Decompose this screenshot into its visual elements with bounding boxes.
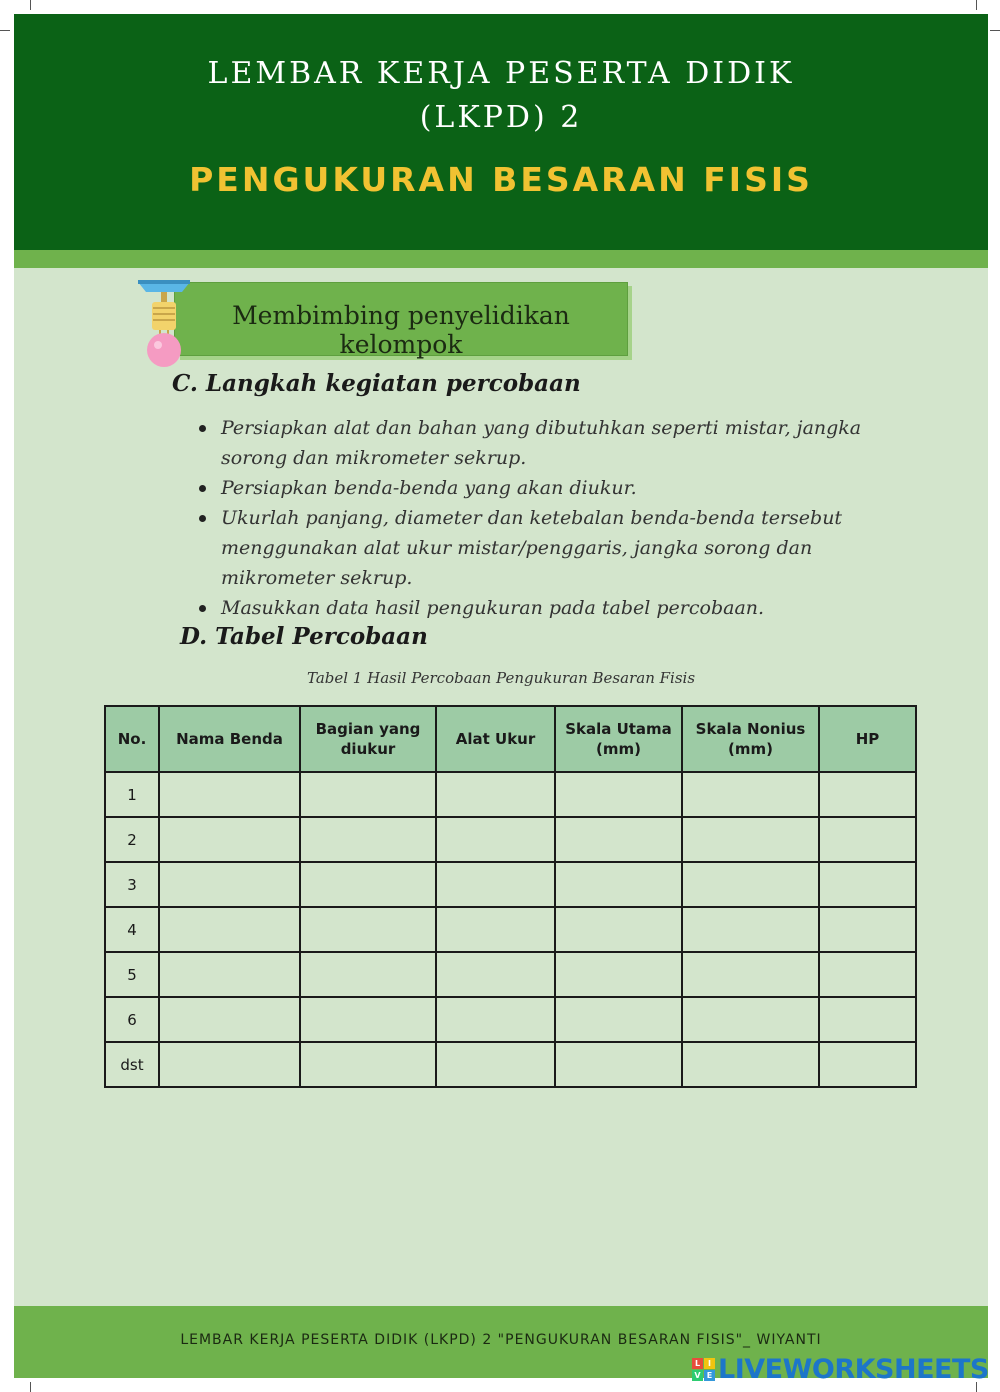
table-row <box>105 952 916 997</box>
header-subtitle: PENGUKURAN BESARAN FISIS <box>189 160 813 199</box>
cell-skala-nonius[interactable] <box>682 907 819 952</box>
crop-mark <box>30 1382 31 1392</box>
cell-alat-ukur[interactable] <box>436 997 555 1042</box>
row-number: dst <box>105 1042 159 1087</box>
cell-nama-benda[interactable] <box>159 817 300 862</box>
logo-letter: E <box>704 1370 715 1381</box>
row-number: 5 <box>105 952 159 997</box>
cell-skala-nonius[interactable] <box>682 952 819 997</box>
liveworksheets-wordmark: LIVEWORKSHEETS <box>718 1353 989 1385</box>
cell-bagian-diukur[interactable] <box>300 997 436 1042</box>
header-stripe <box>14 250 988 268</box>
section-d-title: D. Tabel Percobaan <box>180 623 428 650</box>
table-row <box>105 862 916 907</box>
section-banner <box>174 282 628 359</box>
cell-skala-utama[interactable] <box>555 952 682 997</box>
cell-alat-ukur[interactable] <box>436 952 555 997</box>
page-header <box>14 14 988 250</box>
lightbulb-icon <box>136 278 192 368</box>
cell-hp[interactable] <box>819 862 916 907</box>
cell-nama-benda[interactable] <box>159 907 300 952</box>
cell-skala-nonius[interactable] <box>682 817 819 862</box>
header-skala-nonius: Skala Nonius (mm) <box>682 706 819 772</box>
header-title-line1: LEMBAR KERJA PESERTA DIDIK <box>207 56 795 91</box>
cell-skala-nonius[interactable] <box>682 772 819 817</box>
cell-nama-benda[interactable] <box>159 772 300 817</box>
cell-hp[interactable] <box>819 907 916 952</box>
crop-mark <box>990 30 1000 31</box>
cell-bagian-diukur[interactable] <box>300 907 436 952</box>
header-skala-utama: Skala Utama (mm) <box>555 706 682 772</box>
list-item: Ukurlah panjang, diameter dan ketebalan benda-benda tersebut menggunakan alat ukur mistar/penggaris, jangka sorong dan mikrometer sekrup. <box>198 503 918 593</box>
cell-nama-benda[interactable] <box>159 997 300 1042</box>
cell-alat-ukur[interactable] <box>436 772 555 817</box>
header-alat-ukur: Alat Ukur <box>436 706 555 772</box>
banner-text: Membimbing penyelidikan kelompok <box>232 301 570 359</box>
cell-nama-benda[interactable] <box>159 1042 300 1087</box>
cell-skala-utama[interactable] <box>555 772 682 817</box>
cell-bagian-diukur[interactable] <box>300 1042 436 1087</box>
crop-mark <box>976 0 977 10</box>
row-number: 2 <box>105 817 159 862</box>
cell-hp[interactable] <box>819 997 916 1042</box>
cell-hp[interactable] <box>819 1042 916 1087</box>
cell-nama-benda[interactable] <box>159 952 300 997</box>
row-number: 6 <box>105 997 159 1042</box>
procedure-list <box>198 413 918 623</box>
cell-skala-utama[interactable] <box>555 907 682 952</box>
cell-hp[interactable] <box>819 772 916 817</box>
cell-skala-utama[interactable] <box>555 817 682 862</box>
header-title-line2: (LKPD) 2 <box>419 100 583 135</box>
header-hp: HP <box>819 706 916 772</box>
cell-alat-ukur[interactable] <box>436 907 555 952</box>
footer-text: LEMBAR KERJA PESERTA DIDIK (LKPD) 2 "PENGUKURAN BESARAN FISIS"_ WIYANTI <box>180 1332 822 1348</box>
cell-bagian-diukur[interactable] <box>300 952 436 997</box>
table-row <box>105 817 916 862</box>
cell-hp[interactable] <box>819 952 916 997</box>
header-nama-benda: Nama Benda <box>159 706 300 772</box>
crop-mark <box>0 30 10 31</box>
row-number: 4 <box>105 907 159 952</box>
row-number: 1 <box>105 772 159 817</box>
logo-letter: L <box>692 1358 703 1369</box>
cell-skala-nonius[interactable] <box>682 1042 819 1087</box>
header-no: No. <box>105 706 159 772</box>
table-row <box>105 772 916 817</box>
cell-bagian-diukur[interactable] <box>300 772 436 817</box>
cell-alat-ukur[interactable] <box>436 1042 555 1087</box>
section-c-title: C. Langkah kegiatan percobaan <box>172 370 581 397</box>
cell-skala-nonius[interactable] <box>682 997 819 1042</box>
logo-letter: V <box>692 1370 703 1381</box>
cell-alat-ukur[interactable] <box>436 862 555 907</box>
cell-skala-utama[interactable] <box>555 1042 682 1087</box>
crop-mark <box>30 0 31 10</box>
cell-hp[interactable] <box>819 817 916 862</box>
list-item: Persiapkan alat dan bahan yang dibutuhkan seperti mistar, jangka sorong dan mikrometer sekrup. <box>198 413 918 473</box>
header-bagian-diukur: Bagian yang diukur <box>300 706 436 772</box>
table-caption: Tabel 1 Hasil Percobaan Pengukuran Besaran Fisis <box>306 669 696 687</box>
cell-bagian-diukur[interactable] <box>300 817 436 862</box>
list-item: Persiapkan benda-benda yang akan diukur. <box>198 473 918 503</box>
cell-skala-utama[interactable] <box>555 862 682 907</box>
liveworksheets-logo-icon <box>692 1358 715 1381</box>
row-number: 3 <box>105 862 159 907</box>
worksheet-page <box>14 14 988 1378</box>
list-item: Masukkan data hasil pengukuran pada tabel percobaan. <box>198 593 918 623</box>
table-row <box>105 1042 916 1087</box>
logo-letter: I <box>704 1358 715 1369</box>
cell-alat-ukur[interactable] <box>436 817 555 862</box>
liveworksheets-logo <box>692 1354 989 1384</box>
cell-bagian-diukur[interactable] <box>300 862 436 907</box>
cell-skala-utama[interactable] <box>555 997 682 1042</box>
experiment-table <box>104 705 917 1088</box>
cell-nama-benda[interactable] <box>159 862 300 907</box>
table-row <box>105 997 916 1042</box>
cell-skala-nonius[interactable] <box>682 862 819 907</box>
table-header-row <box>105 706 916 772</box>
table-row <box>105 907 916 952</box>
